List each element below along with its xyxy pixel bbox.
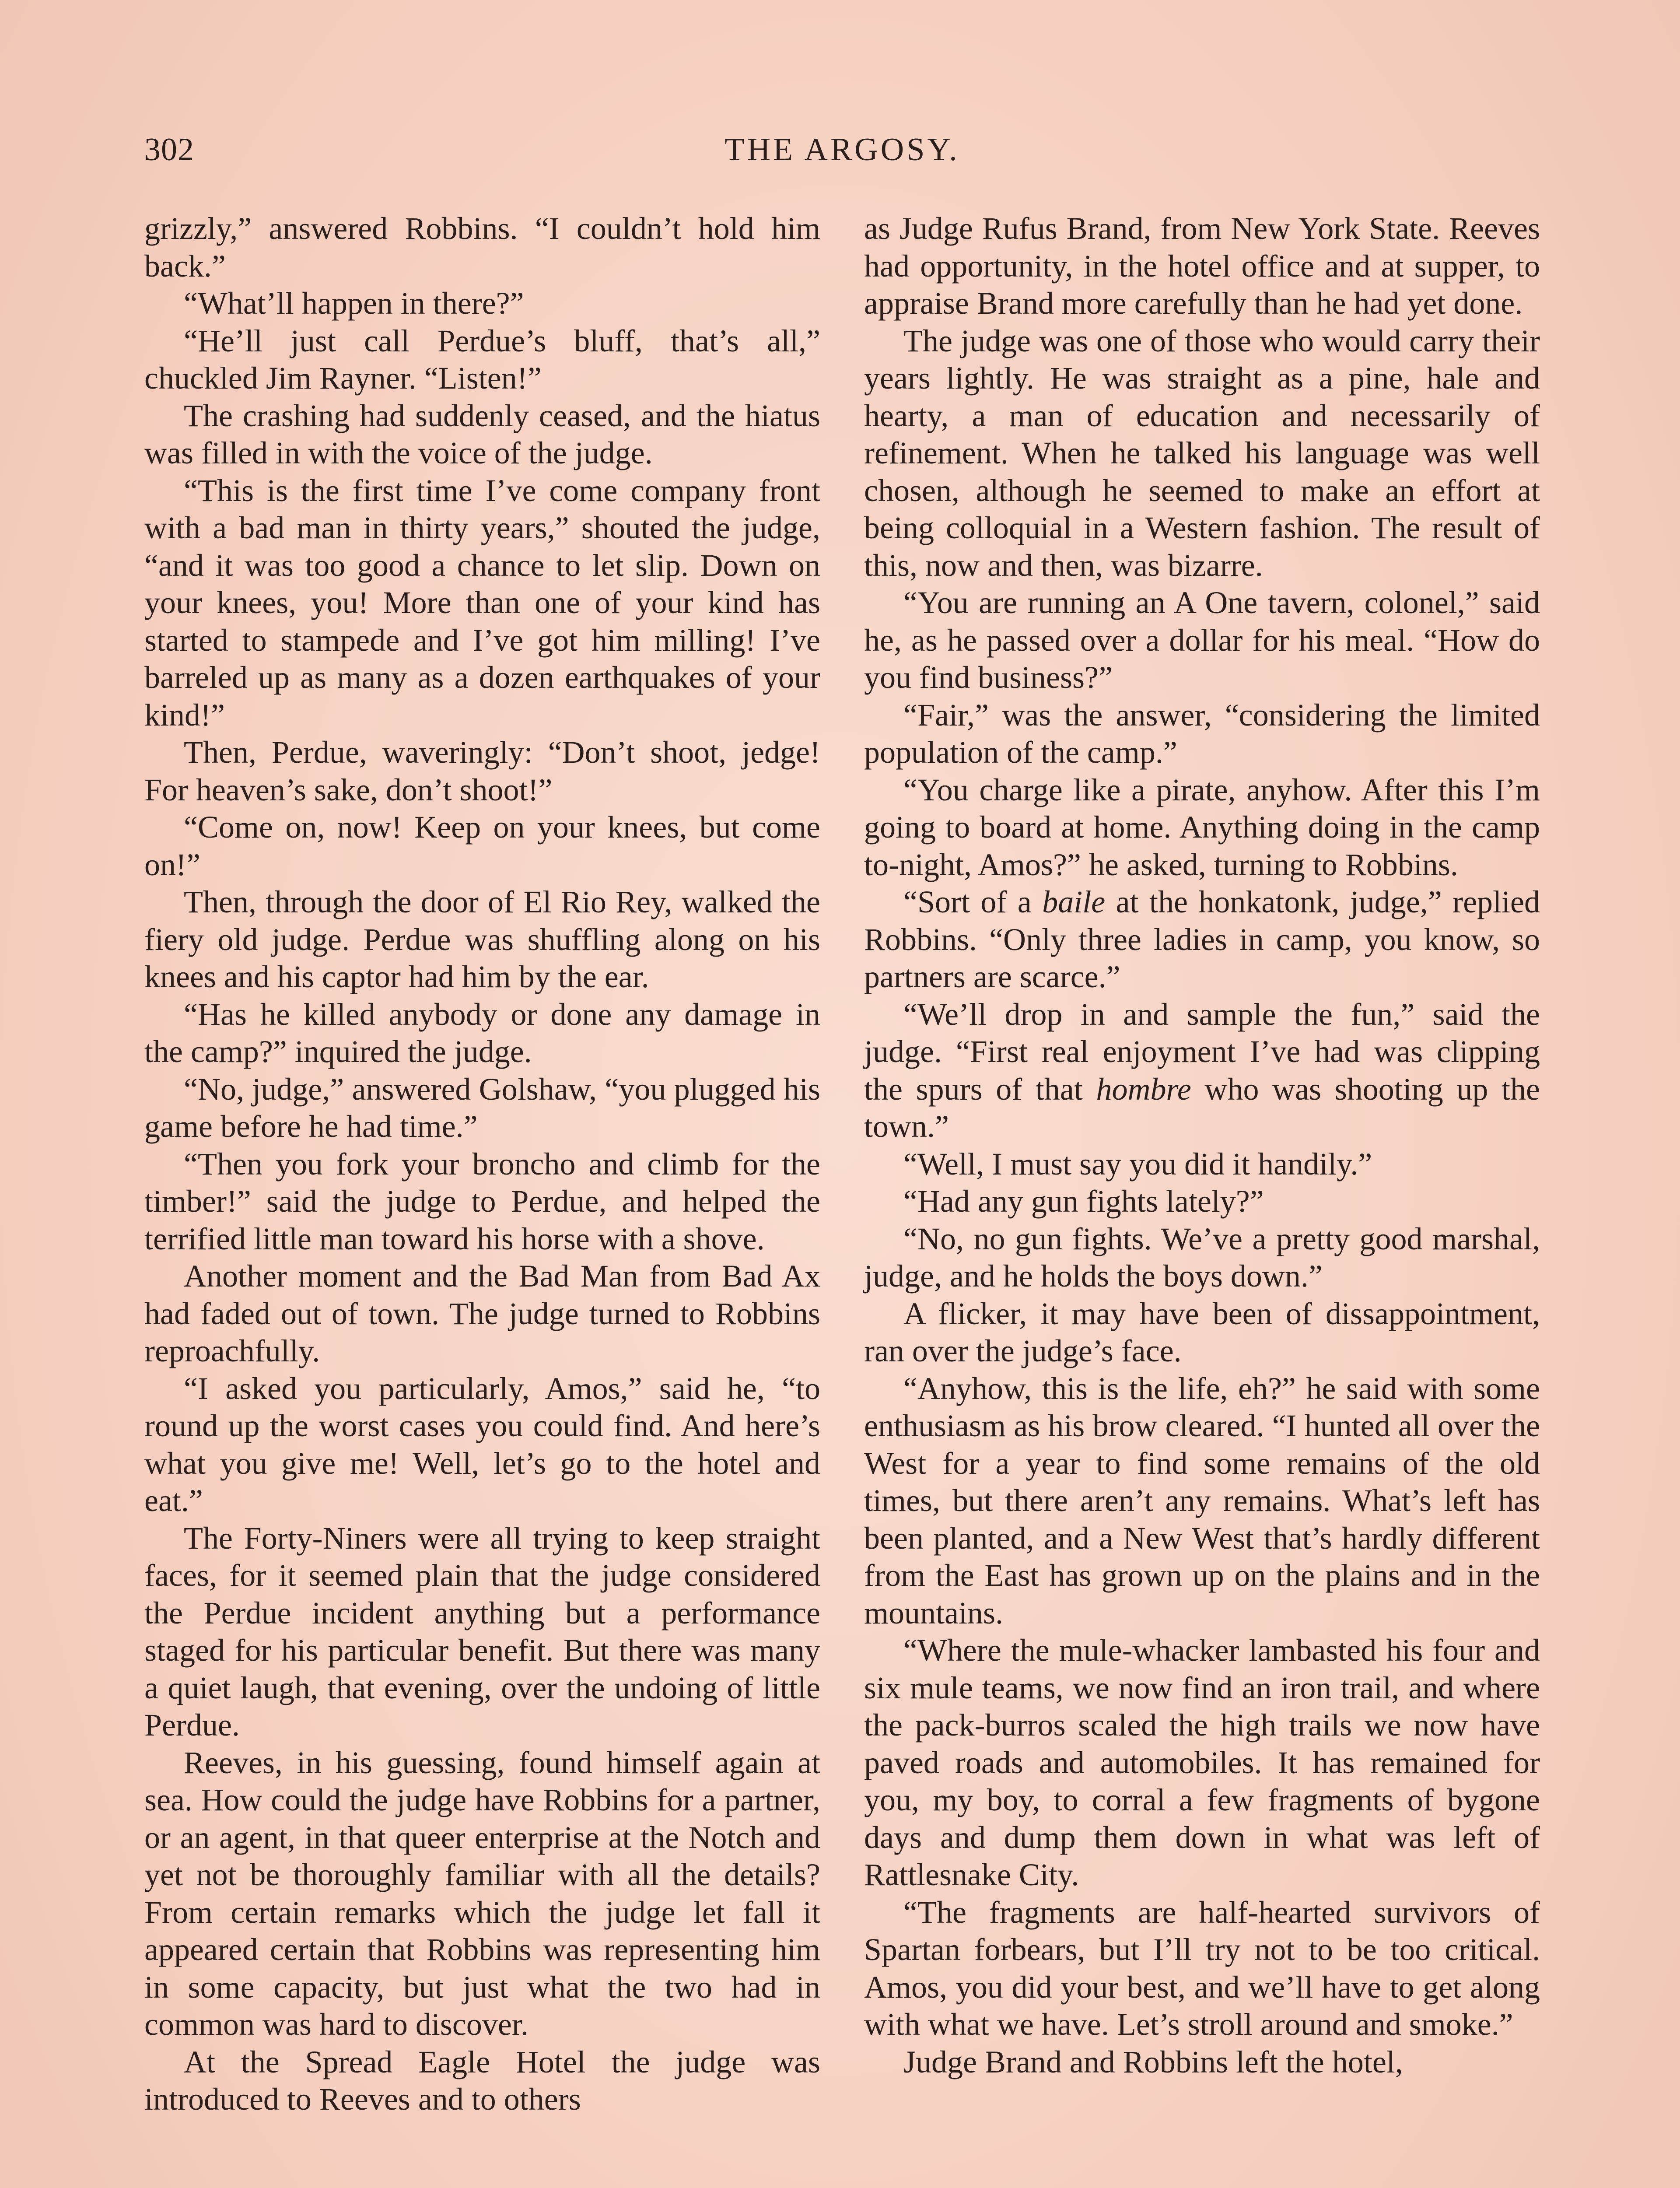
paragraph xyxy=(864,884,1540,996)
paragraph: “Has he killed anybody or done any damage in the camp?” inquired the judge. xyxy=(144,996,820,1069)
paragraph: “Anyhow, this is the life, eh?” he said with some enthusiasm as his brow cleared. “I hunted all over the West for a year to find some remains of the old times, but there aren’t any remains. What’s left has been planted, and a New West that’s hardly different from the East has grown up on the plains and in the mountains. xyxy=(864,1371,1540,1630)
running-head: THE ARGOSY. xyxy=(724,132,960,168)
paragraph: “Come on, now! Keep on your knees, but come on!” xyxy=(144,810,820,882)
paragraph: The Forty-Niners were all trying to keep straight faces, for it seemed plain that the judge considered the Perdue incident anything but a performance staged for his particular benefit. But there was many a quiet laugh, that evening, over the undoing of little Perdue. xyxy=(144,1520,820,1743)
paragraph: Judge Brand and Robbins left the hotel, xyxy=(903,2044,1403,2079)
paragraph: “What’ll happen in there?” xyxy=(184,286,524,321)
paragraph xyxy=(864,996,1540,1146)
text-run: who was shooting up the town.” xyxy=(864,1071,1540,1144)
paragraph: Then, Perdue, waveringly: “Don’t shoot, jedge! For heaven’s sake, don’t shoot!” xyxy=(144,735,820,807)
paragraph: “Where the mule-whacker lambasted his four and six mule teams, we now find an iron trail, and where the pack-burros scaled the high trails we now have paved roads and automobiles. It has remained for you, my boy, to corral a few fragments of bygone days and dump them down in what was left of Rattlesnake City. xyxy=(864,1633,1540,1892)
paragraph: as Judge Rufus Brand, from New York State. Reeves had opportunity, in the hotel office and at supper, to appraise Brand more carefully than he had yet done. xyxy=(864,211,1540,321)
paragraph: “No, judge,” answered Golshaw, “you plugged his game before he had time.” xyxy=(144,1071,820,1144)
paragraph: Another moment and the Bad Man from Bad Ax had faded out of town. The judge turned to Robbins reproachfully. xyxy=(144,1259,820,1368)
paragraph: The crashing had suddenly ceased, and the hiatus was filled in with the voice of the judge. xyxy=(144,398,820,470)
right-column xyxy=(864,210,1540,2118)
paragraph: “No, no gun fights. We’ve a pretty good marshal, judge, and he holds the boys down.” xyxy=(864,1221,1540,1294)
paragraph: Then, through the door of El Rio Rey, walked the fiery old judge. Perdue was shuffling along on his knees and his captor had him by the ear. xyxy=(144,884,820,994)
italic-word: baile xyxy=(1042,884,1106,919)
paragraph: “Had any gun fights lately?” xyxy=(903,1184,1264,1219)
paragraph: “I asked you particularly, Amos,” said he, “to round up the worst cases you could find. And here’s what you give me! Well, let’s go to the hotel and eat.” xyxy=(144,1371,820,1518)
paragraph: “You are running an A One tavern, colonel,” said he, as he passed over a dollar for his meal. “How do you find business?” xyxy=(864,585,1540,695)
paragraph: “Fair,” was the answer, “considering the limited population of the camp.” xyxy=(864,697,1540,770)
page-header xyxy=(144,131,1540,184)
paragraph: Reeves, in his guessing, found himself again at sea. How could the judge have Robbins for a partner, or an agent, in that queer enterprise at the Notch and yet not be thoroughly familiar with all the details? From certain remarks which the judge let fall it appeared certain that Robbins was representing him in some capacity, but just what the two had in common was hard to discover. xyxy=(144,1745,820,2042)
paragraph: grizzly,” answered Robbins. “I couldn’t hold him back.” xyxy=(144,211,820,284)
page-number: 302 xyxy=(144,132,194,168)
text-columns xyxy=(144,210,1540,2118)
paragraph: At the Spread Eagle Hotel the judge was introduced to Reeves and to others xyxy=(144,2044,820,2117)
paragraph: “This is the first time I’ve come company front with a bad man in thirty years,” shouted the judge, “and it was too good a chance to let slip. Down on your knees, you! More than one of your kind has started to stampede and I’ve got him milling! I’ve barreled up as many as a dozen earthquakes of your kind!” xyxy=(144,473,820,733)
paragraph: A flicker, it may have been of dissappointment, ran over the judge’s face. xyxy=(864,1296,1540,1368)
text-run: at the honkatonk, judge,” replied Robbins. “Only three ladies in camp, you know, so partners are scarce.” xyxy=(864,884,1540,994)
paragraph: “You charge like a pirate, anyhow. After this I’m going to board at home. Anything doing in the camp to-night, Amos?” he asked, turning to Robbins. xyxy=(864,772,1540,882)
left-column xyxy=(144,210,820,2118)
paragraph: “The fragments are half-hearted survivors of Spartan forbears, but I’ll try not to be too critical. Amos, you did your best, and we’ll have to get along with what we have. Let’s stroll around and smoke.” xyxy=(864,1894,1540,2042)
text-run: “We’ll drop in and sample the fun,” said the judge. “First real enjoyment I’ve had was clipping the spurs of that xyxy=(864,996,1540,1107)
italic-word: hombre xyxy=(1096,1071,1191,1107)
paragraph: “Then you fork your broncho and climb for the timber!” said the judge to Perdue, and helped the terrified little man toward his horse with a shove. xyxy=(144,1146,820,1256)
paragraph: “He’ll just call Perdue’s bluff, that’s all,” chuckled Jim Rayner. “Listen!” xyxy=(144,323,820,396)
paragraph: “Well, I must say you did it handily.” xyxy=(903,1146,1372,1182)
paragraph: The judge was one of those who would carry their years lightly. He was straight as a pine, hale and hearty, a man of education and necessarily of refinement. When he talked his language was well chosen, although he seemed to make an effort at being colloquial in a Western fashion. The result of this, now and then, was bizarre. xyxy=(864,323,1540,583)
text-run: “Sort of a xyxy=(903,884,1043,919)
